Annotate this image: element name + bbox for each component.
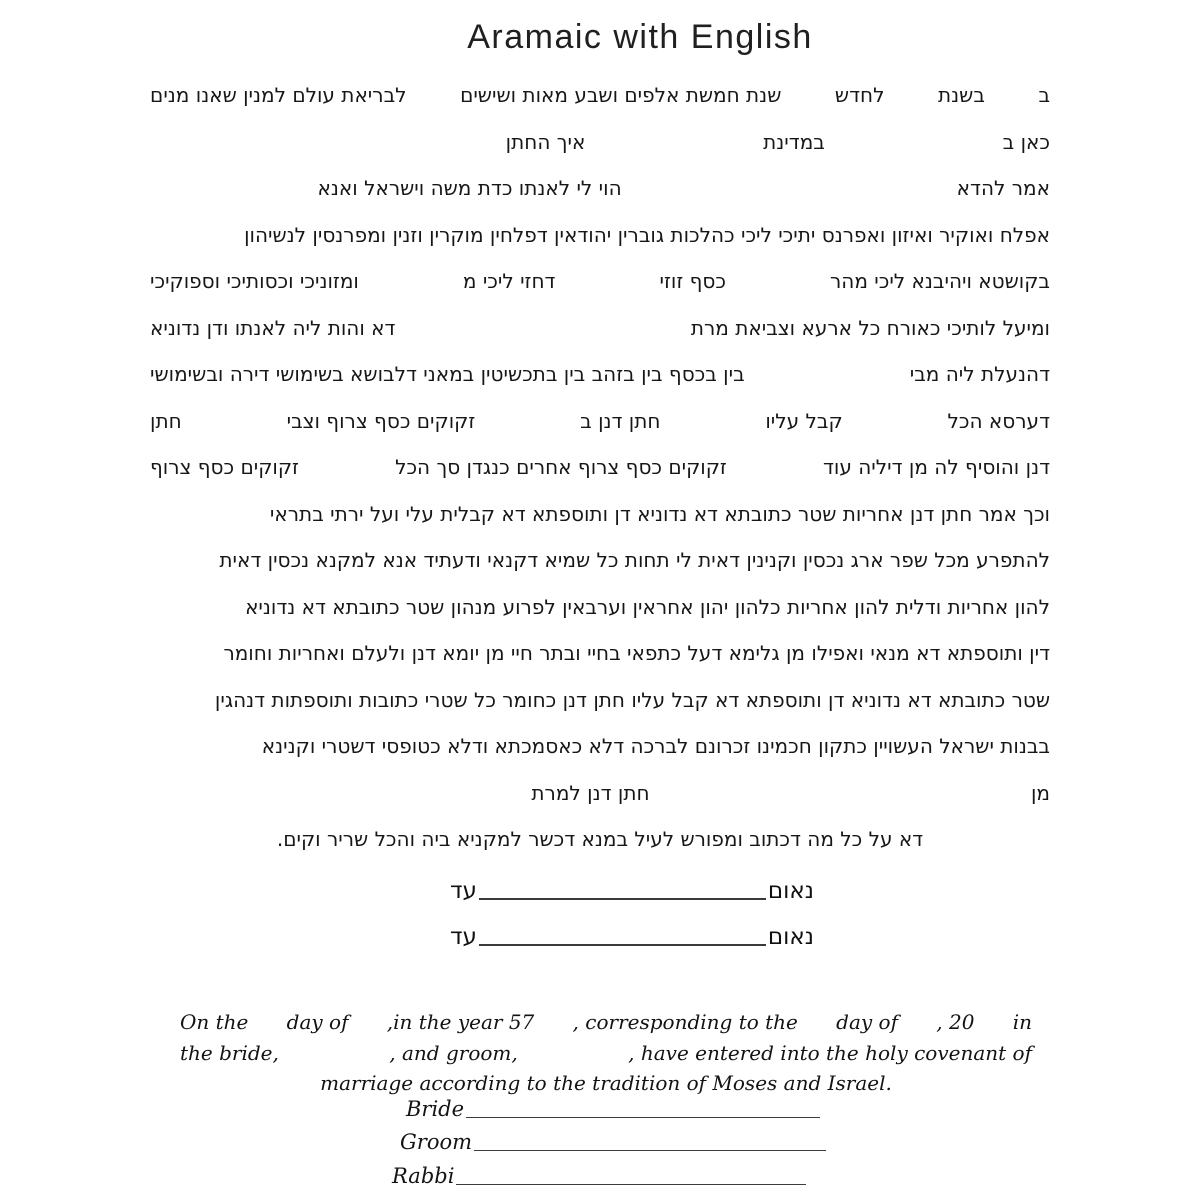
witness-naum-label: נאום: [767, 924, 814, 950]
english-signature-block: [392, 1088, 824, 1189]
hebrew-line: [150, 630, 1050, 677]
signature-row-bride: [406, 1088, 820, 1122]
text-segment: ומזוניכי וכסותיכי וספוקיכי: [150, 269, 359, 293]
hebrew-line: [150, 816, 1050, 863]
hebrew-line: [150, 537, 1050, 584]
witness-signature-line: [479, 897, 766, 900]
hebrew-line: [150, 770, 1050, 817]
text-segment: במדינת: [763, 129, 825, 154]
text-segment: הוי לי לאנתו כדת משה וישראל ואנא: [317, 176, 622, 200]
text-segment: On the: [180, 1010, 249, 1034]
text-segment: דא והות ליה לאנתו ודן נדוניא: [150, 315, 396, 340]
text-segment: ומיעל לותיכי כאורח כל ארעא וצביאת מרת: [690, 315, 1050, 340]
text-segment: שטר כתובתא דא נדוניא דן ותוספתא דא קבל עליו חתן דנן כחומר כל שטרי כתובות ותוספתות דנהגין: [214, 687, 1050, 712]
english-line: [180, 1038, 1032, 1069]
text-segment: , and groom,: [389, 1040, 518, 1065]
text-segment: לחדש: [834, 83, 885, 107]
text-segment: בקושטא ויהיבנא ליכי מהר: [829, 269, 1050, 293]
witness-naum-label: נאום: [767, 878, 814, 904]
hebrew-line: [150, 212, 1050, 259]
witness-ed-label: עד: [450, 878, 477, 904]
witness-signature-line: [479, 943, 766, 946]
hebrew-line: [150, 165, 1050, 212]
hebrew-line: [150, 258, 1050, 305]
text-segment: , corresponding to the: [572, 1010, 798, 1034]
text-segment: בבנות ישראל העשויין כתקון חכמינו זכרונם לברכה דלא כאסמכתא ודלא כטופסי דשטרי וקנינא: [261, 734, 1050, 758]
text-segment: דהנעלת ליה מבי: [909, 362, 1050, 386]
text-segment: כאן ב: [1002, 129, 1050, 154]
signature-line: [456, 1183, 806, 1185]
witness-signature-row: [450, 908, 814, 954]
text-segment: וכך אמר חתן דנן אחריות שטר כתובתא דא נדוניא דן ותוספתא דא קבלית עלי ועל ירתי בתראי: [269, 501, 1050, 526]
text-segment: חתן דנן למרת: [531, 780, 650, 805]
text-segment: איך החתן: [505, 129, 586, 154]
signature-label: Bride: [406, 1096, 465, 1121]
text-segment: אפלח ואוקיר ואיזון ואפרנס יתיכי ליכי כהלכות גוברין יהודאין דפלחין מוקרין וזנין ומפרנסין לנשיהון: [244, 222, 1050, 247]
text-segment: להתפרע מכל שפר ארג נכסין וקנינין דאית לי תחות כל שמיא דקנאי ודעתיד אנא למקנא נכסין דאית: [219, 548, 1050, 572]
text-segment: day of: [286, 1010, 349, 1034]
hebrew-line: [150, 723, 1050, 770]
text-segment: מן: [1030, 780, 1050, 805]
text-segment: קבל עליו: [765, 408, 843, 433]
text-segment: חתן: [150, 408, 182, 433]
english-line: [180, 1007, 1032, 1038]
hebrew-text-block: [150, 72, 1050, 863]
hebrew-line: [150, 444, 1050, 491]
signature-row-groom: [400, 1122, 826, 1156]
text-segment: בין בכסף בין בזהב בין בתכשיטין במאני דלבושא בשימושי דירה ובשימושי: [150, 362, 745, 386]
text-segment: the bride,: [180, 1040, 279, 1065]
signature-label: Rabbi: [392, 1163, 455, 1188]
witness-signature-row: [450, 862, 814, 908]
text-segment: אמר להדא: [956, 176, 1050, 200]
text-segment: כסף זוזי: [659, 269, 726, 293]
hebrew-line: [150, 351, 1050, 398]
text-segment: לבריאת עולם למנין שאנו מנים: [150, 83, 407, 107]
text-segment: day of: [836, 1010, 898, 1034]
hebrew-line: [150, 677, 1050, 724]
text-segment: דערסא הכל: [947, 408, 1050, 433]
text-segment: חתן דנן ב: [580, 408, 661, 433]
text-segment: דין ותוספתא דא מנאי ואפילו מן גלימא דעל כתפאי בחיי ובתר חיי מן יומא דנן ולעלם ואחריות וחומר: [223, 641, 1050, 665]
text-segment: דחזי ליכי מ: [462, 269, 556, 293]
text-segment: ב: [1038, 83, 1050, 107]
hebrew-line: [150, 305, 1050, 352]
signature-label: Groom: [400, 1130, 473, 1154]
signature-row-rabbi: [392, 1155, 806, 1189]
text-segment: זקוקים כסף צרוף: [150, 455, 299, 479]
hebrew-line: [150, 119, 1050, 166]
text-segment: בשנת: [938, 83, 985, 107]
text-segment: in: [1012, 1010, 1032, 1034]
hebrew-line: [150, 584, 1050, 631]
hebrew-line: [150, 72, 1050, 119]
hebrew-line: [150, 398, 1050, 445]
witness-ed-label: עד: [450, 924, 477, 950]
text-segment: marriage according to the tradition of Moses and Israel.: [320, 1071, 892, 1095]
hebrew-line: [150, 491, 1050, 538]
text-segment: זקוקים כסף צרוף וצבי: [286, 408, 476, 433]
text-segment: ,in the year 57: [386, 1010, 535, 1034]
text-segment: זקוקים כסף צרוף אחרים כנגדן סך הכל: [395, 455, 727, 479]
signature-line: [474, 1149, 826, 1151]
text-segment: דא על כל מה דכתוב ומפורש לעיל במנא דכשר למקניא ביה והכל שריר וקים.: [276, 827, 924, 851]
witness-signature-block: [450, 862, 814, 954]
text-segment: שנת חמשת אלפים ושבע מאות ושישים: [460, 83, 782, 107]
english-text-block: [180, 1007, 1032, 1099]
signature-line: [466, 1116, 820, 1118]
page-title: Aramaic with English: [467, 18, 813, 56]
text-segment: דנן והוסיף לה מן דיליה עוד: [822, 455, 1050, 479]
text-segment: להון אחריות ודלית להון אחריות כלהון יהון אחראין וערבאין לפרוע מנהון שטר כתובתא דא נדוניא: [245, 594, 1050, 619]
text-segment: , 20: [936, 1010, 975, 1034]
text-segment: , have entered into the holy covenant of: [628, 1040, 1032, 1065]
